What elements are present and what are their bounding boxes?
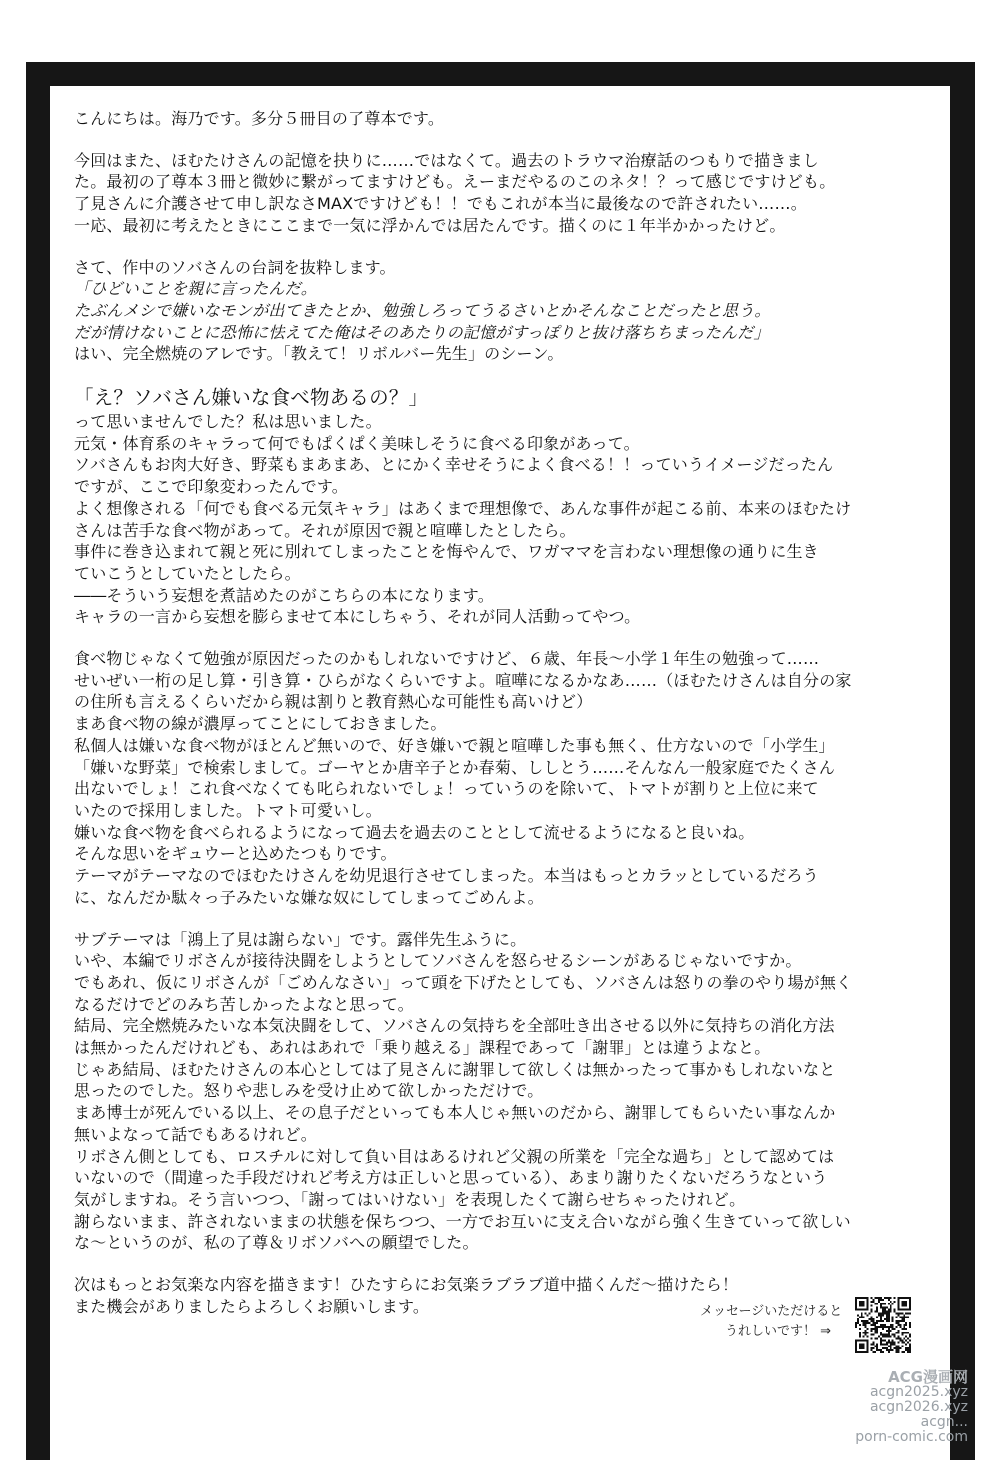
text-line: だが情けないことに恐怖に怯えてた俺はそのあたりの記憶がすっぽりと抜け落ちちまったんだ」 <box>74 322 770 342</box>
text-line: 「ひどいことを親に言ったんだ。 <box>74 279 318 299</box>
text-line: 食べ物じゃなくて勉強が原因だったのかもしれないですけど、６歳、年長～小学１年生の勉強って…… <box>74 649 820 669</box>
text-line: な～というのが、私の了尊＆リボソバへの願望でした。 <box>74 1233 479 1253</box>
text-line: 今回はまた、ほむたけさんの記憶を抉りに……ではなくて。過去のトラウマ治療話のつもりで描きまし <box>74 150 819 170</box>
watermark-url-1: acgn2025.xyz <box>869 1384 968 1400</box>
text-line: でもあれ、仮にリボさんが「ごめんなさい」って頭を下げたとしても、ソバさんは怒りの拳のやり場が無く <box>74 972 853 992</box>
text-line: って思いませんでした？私は思いました。 <box>74 412 382 432</box>
text-line: 「え？ソバさん嫌いな食べ物あるの？」 <box>74 386 429 410</box>
paragraph-1 <box>74 108 924 130</box>
text-line: はい、完全燃焼のアレです。「教えて！リボルバー先生」のシーン。 <box>74 344 564 364</box>
text-line: まあ食べ物の線が濃厚ってことにしておきました。 <box>74 714 447 734</box>
qr-code[interactable] <box>855 1297 911 1353</box>
text-line: は無かったんだけれども、あれはあれで「乗り越える」課程であって「謝罪」とは違うよなと。 <box>74 1038 771 1058</box>
paragraph-3 <box>74 257 924 366</box>
text-line: 謝らないまま、許されないままの状態を保ちつつ、一方でお互いに支え合いながら強く生きていって欲しい <box>74 1211 851 1231</box>
text-line: に、なんだか駄々っ子みたいな嫌な奴にしてしまってごめんよ。 <box>74 887 544 907</box>
afterword-text <box>74 108 924 1337</box>
text-line: よく想像される「何でも食べる元気キャラ」はあくまで理想像で、あんな事件が起こる前、本来のほむたけ <box>74 498 852 518</box>
text-line: 事件に巻き込まれて親と死に別れてしまったことを悔やんで、ワガママを言わない理想像の通りに生き <box>74 542 819 562</box>
text-line: たぶんメシで嫌いなモンが出てきたとか、勉強しろってうるさいとかそんなことだったと思う。 <box>74 300 771 320</box>
text-line: そんな思いをギュウーと込めたつもりです。 <box>74 844 397 864</box>
text-line: せいぜい一桁の足し算・引き算・ひらがなくらいですよ。喧嘩になるかなあ……（ほむたけさんは自分の家 <box>74 670 852 690</box>
paragraph-4 <box>74 385 924 628</box>
text-line: なるだけでどのみち苦しかったよなと思って。 <box>74 994 414 1014</box>
text-line: さんは苦手な食べ物があって。それが原因で親と喧嘩したとしたら。 <box>74 520 576 540</box>
text-line: た。最初の了尊本３冊と微妙に繋がってますけども。えーまだやるのこのネタ！？って感じですけども。 <box>74 172 836 192</box>
text-line: キャラの一言から妄想を膨らませて本にしちゃう、それが同人活動ってやつ。 <box>74 607 641 627</box>
text-line: 「嫌いな野菜」で検索しまして。ゴーヤとか唐辛子とか春菊、ししとう……そんなん一般家庭でたくさん <box>74 757 836 777</box>
text-line: 一応、最初に考えたときにここまで一気に浮かんでは居たんです。描くのに１年半かかったけど。 <box>74 215 786 235</box>
watermark-url-2: acgn2026.xyz <box>869 1399 968 1415</box>
text-line: 気がしますね。そう言いつつ、「謝ってはいけない」を表現したくて謝らせちゃったけれど。 <box>74 1189 746 1209</box>
watermark-logo: ACG漫画网 <box>888 1368 968 1386</box>
message-request-line-2: うれしいです！ ⇒ <box>725 1324 832 1339</box>
paragraph-2 <box>74 150 924 237</box>
text-line: こんにちは。海乃です。多分５冊目の了尊本です。 <box>74 109 445 128</box>
text-line: いないので（間違った手段だけれど考え方は正しいと思っている）、あまり謝りたくないだろうなという <box>74 1168 828 1188</box>
text-line: さて、作中のソバさんの台詞を抜粋します。 <box>74 257 396 277</box>
paragraph-5 <box>74 648 924 908</box>
text-line: 思ったのでした。怒りや悲しみを受け止めて欲しかっただけで。 <box>74 1081 544 1101</box>
text-line: 結局、完全燃焼みたいな本気決闘をして、ソバさんの気持ちを全部吐き出させる以外に気持ちの消化方法 <box>74 1016 835 1036</box>
text-line: ていこうとしていたとしたら。 <box>74 563 301 583</box>
text-line: 次はもっとお気楽な内容を描きます！ひたすらにお気楽ラブラブ道中描くんだ～描けたら！ <box>74 1275 739 1295</box>
watermark-url-3: acgn... <box>920 1414 968 1430</box>
text-line: 嫌いな食べ物を食べられるようになって過去を過去のこととして流せるようになると良いね。 <box>74 822 755 842</box>
text-line: の住所も言えるくらいだから親は割りと教育熱心な可能性も高いけど） <box>74 692 593 712</box>
text-line: ですが、ここで印象変わったんです。 <box>74 477 348 497</box>
watermark-url-4: porn-comic.com <box>855 1429 968 1445</box>
text-line: いたので採用しました。トマト可愛いし。 <box>74 800 382 820</box>
text-line: リボさん側としても、ロスチルに対して負い目はあるけれど父親の所業を「完全な過ち」として認めては <box>74 1146 835 1166</box>
paragraph-6 <box>74 929 924 1255</box>
text-line: 出ないでしょ！これ食べなくても叱られないでしょ！っていうのを除いて、トマトが割りと上位に来て <box>74 779 819 799</box>
text-line: ソバさんもお肉大好き、野菜もまあまあ、とにかく幸せそうによく食べる！！っていうイメージだったん <box>74 455 834 475</box>
text-line: いや、本編でリボさんが接待決闘をしようとしてソバさんを怒らせるシーンがあるじゃないですか。 <box>74 951 802 971</box>
text-line: 元気・体育系のキャラって何でもぱくぱく美味しそうに食べる印象があって。 <box>74 433 640 453</box>
text-line: 無いよなって話でもあるけれど。 <box>74 1124 318 1144</box>
text-line: サブテーマは「鴻上了見は謝らない」です。露伴先生ふうに。 <box>74 929 527 949</box>
text-line: 私個人は嫌いな食べ物がほとんど無いので、好き嫌いで親と喧嘩した事も無く、仕方ないので「小学生」 <box>74 735 835 755</box>
text-line: まあ博士が死んでいる以上、その息子だといっても本人じゃ無いのだから、謝罪してもらいたい事なんか <box>74 1103 836 1123</box>
text-line: テーマがテーマなのでほむたけさんを幼児退行させてしまった。本当はもっとカラッとしているだろう <box>74 866 819 886</box>
text-line: ――そういう妄想を煮詰めたのがこちらの本になります。 <box>74 585 494 605</box>
text-line: 了見さんに介護させて申し訳なさMAXですけども！！でもこれが本当に最後なので許されたい……。 <box>74 194 807 214</box>
text-line: じゃあ結局、ほむたけさんの本心としては了見さんに謝罪して欲しくは無かったって事かもしれないなと <box>74 1059 836 1079</box>
site-watermark <box>848 1370 968 1445</box>
text-line: また機会がありましたらよろしくお願いします。 <box>74 1296 430 1316</box>
message-request-line-1: メッセージいただけると <box>700 1304 843 1319</box>
message-request-note <box>700 1302 850 1342</box>
